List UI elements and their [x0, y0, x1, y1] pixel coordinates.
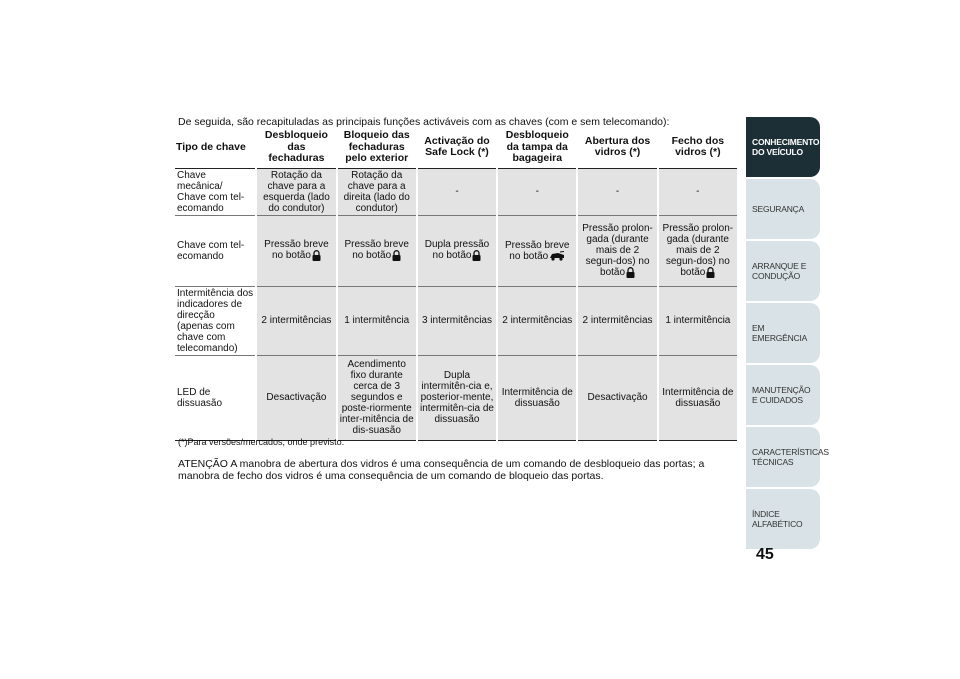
intro-text: De seguida, são recapituladas as principais funções activáveis com as chaves (com e sem telecomando): [178, 116, 670, 128]
tab-caracteristicas-tecnicas[interactable] [746, 427, 829, 487]
table-row [175, 168, 737, 216]
page-number: 45 [756, 546, 774, 563]
table-cell: - [659, 168, 737, 216]
table-cell: 3 intermitências [418, 287, 496, 356]
table-cell [257, 216, 335, 287]
table-row [175, 216, 737, 287]
lock-icon [472, 250, 481, 261]
table-row [175, 287, 737, 356]
header-trunk-unlock: Desbloqueio da tampa da bagageira [505, 129, 569, 164]
lock-icon [312, 250, 321, 261]
header-window-close: Fecho dos vidros (*) [671, 134, 725, 159]
lock-icon [392, 250, 401, 261]
table-cell: - [418, 168, 496, 216]
table-cell [659, 216, 737, 287]
table-cell: 2 intermitências [498, 287, 576, 356]
table-cell [338, 216, 416, 287]
header-window-open: Abertura dos vidros (*) [584, 134, 651, 159]
lock-icon [626, 267, 635, 278]
table-cell: Acendimento fixo durante cerca de 3 segundos e poste-riormente inter-mitência de dis-suasão [338, 356, 416, 441]
cell-text: Pressão breve no botão [264, 239, 329, 262]
tab-em-emergencia[interactable] [746, 303, 820, 363]
tab-indice-alfabetico[interactable] [746, 489, 820, 549]
tab-seguranca[interactable] [746, 179, 820, 239]
table-cell: 2 intermitências [578, 287, 656, 356]
header-lock-exterior: Bloqueio das fechaduras pelo exterior [343, 129, 410, 164]
tab-conhecimento-do-veiculo[interactable] [746, 117, 820, 177]
table-header-row [175, 130, 737, 168]
row-label: Intermitência dos indicadores de direcção (apenas com chave com telecomando) [175, 287, 255, 356]
row-label: Chave com tel-ecomando [175, 216, 255, 287]
header-key-type: Tipo de chave [176, 140, 246, 153]
car-trunk-icon [549, 251, 565, 261]
row-label: Chave mecânica/ Chave com tel-ecomando [175, 168, 255, 216]
tab-label: CONHECIMENTO DO VEÍCULO [752, 137, 820, 157]
cell-text: Pressão prolon-gada (durante mais de 2 segun-dos) no botão [582, 222, 653, 279]
cell-text: Dupla pressão no botão [424, 239, 490, 262]
table-cell: Dupla intermitên-cia e, posterior-mente, intermitên-cia de dissuasão [418, 356, 496, 441]
tab-label: EM EMERGÊNCIA [752, 323, 808, 343]
footnote: (*)Para versões/mercados, onde previsto. [178, 437, 345, 447]
table-cell: Intermitência de dissuasão [659, 356, 737, 441]
section-sidebar [746, 117, 829, 551]
table-cell: Rotação da chave para a esquerda (lado do condutor) [257, 168, 335, 216]
warning-text: ATENÇÃO A manobra de abertura dos vidros é uma consequência de um comando de desbloqueio das portas; a manobra de fecho dos vidros é uma consequência de um comando de bloqueio das portas. [178, 458, 705, 482]
tab-label: ÍNDICE ALFABÉTICO [752, 509, 803, 529]
table-row [175, 356, 737, 441]
tab-manutencao-e-cuidados[interactable] [746, 365, 820, 425]
row-label: LED de dissuasão [175, 356, 255, 441]
table-cell: Intermitência de dissuasão [498, 356, 576, 441]
table-cell: - [498, 168, 576, 216]
table-cell: 1 intermitência [659, 287, 737, 356]
table-cell: - [578, 168, 656, 216]
table-cell [578, 216, 656, 287]
header-safe-lock: Activação do Safe Lock (*) [424, 134, 490, 159]
tab-label: SEGURANÇA [752, 204, 805, 214]
table-cell: 2 intermitências [257, 287, 335, 356]
tab-label: MANUTENÇÃO E CUIDADOS [752, 385, 811, 405]
cell-text: Pressão breve no botão [344, 239, 409, 262]
lock-icon [706, 267, 715, 278]
table-cell: 1 intermitência [338, 287, 416, 356]
key-functions-table [173, 130, 739, 441]
table-cell [498, 216, 576, 287]
tab-arranque-e-conducao[interactable] [746, 241, 820, 301]
tab-label: ARRANQUE E CONDUÇÃO [752, 261, 807, 281]
table-cell: Rotação da chave para a direita (lado do condutor) [338, 168, 416, 216]
tab-label: CARACTERÍSTICAS TÉCNICAS [752, 447, 829, 467]
cell-text: Pressão breve no botão [505, 239, 570, 262]
table-cell [418, 216, 496, 287]
header-unlock: Desbloqueio das fechaduras [264, 129, 328, 164]
table-cell: Desactivação [257, 356, 335, 441]
cell-text: Pressão prolon-gada (durante mais de 2 segun-dos) no botão [662, 222, 734, 279]
table-cell: Desactivação [578, 356, 656, 441]
